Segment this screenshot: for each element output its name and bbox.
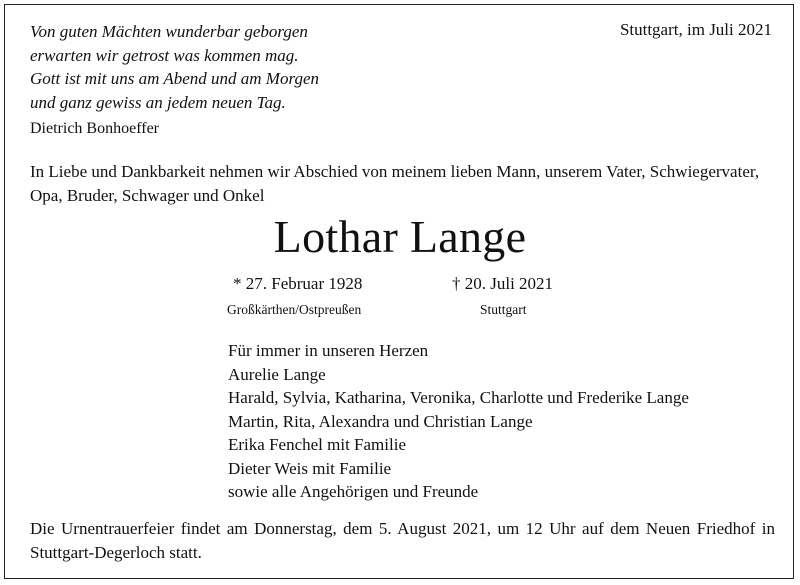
poem-line: Gott ist mit uns am Abend und am Morgen	[30, 69, 319, 88]
mourner-line: sowie alle Angehörigen und Freunde	[228, 482, 479, 501]
service-info: Die Urnentrauerfeier findet am Donnerstag, dem 5. August 2021, um 12 Uhr auf dem Neuen Friedhof in Stuttgart-Degerloch statt.	[30, 519, 775, 562]
deceased-name: Lothar Lange	[273, 211, 527, 262]
birth-place: Großkärthen/Ostpreußen	[227, 302, 362, 317]
mourner-line: Erika Fenchel mit Familie	[228, 435, 406, 454]
intro-text: In Liebe und Dankbarkeit nehmen wir Abschied von meinem lieben Mann, unserem Vater, Schwiegervater, Opa, Bruder, Schwager und Onkel	[30, 162, 760, 205]
poem-line: Von guten Mächten wunderbar geborgen	[30, 22, 308, 41]
poem-line: und ganz gewiss an jedem neuen Tag.	[30, 92, 286, 112]
poem	[30, 20, 319, 114]
birth-date: * 27. Februar 1928	[233, 274, 363, 293]
death-date: † 20. Juli 2021	[452, 274, 554, 293]
mourner-line: Dieter Weis mit Familie	[228, 458, 392, 478]
poem-author: Dietrich Bonhoeffer	[30, 120, 159, 137]
place-date: Stuttgart, im Juli 2021	[619, 20, 772, 39]
poem-line: erwarten wir getrost was kommen mag.	[30, 45, 299, 65]
mourner-line: Martin, Rita, Alexandra und Christian Lange	[228, 411, 533, 431]
mourner-line: Harald, Sylvia, Katharina, Veronika, Charlotte und Frederike Lange	[228, 388, 689, 407]
mourner-line: Aurelie Lange	[228, 364, 326, 384]
mourners-list	[228, 339, 689, 504]
death-place: Stuttgart	[480, 302, 527, 317]
mourner-line: Für immer in unseren Herzen	[228, 341, 429, 360]
